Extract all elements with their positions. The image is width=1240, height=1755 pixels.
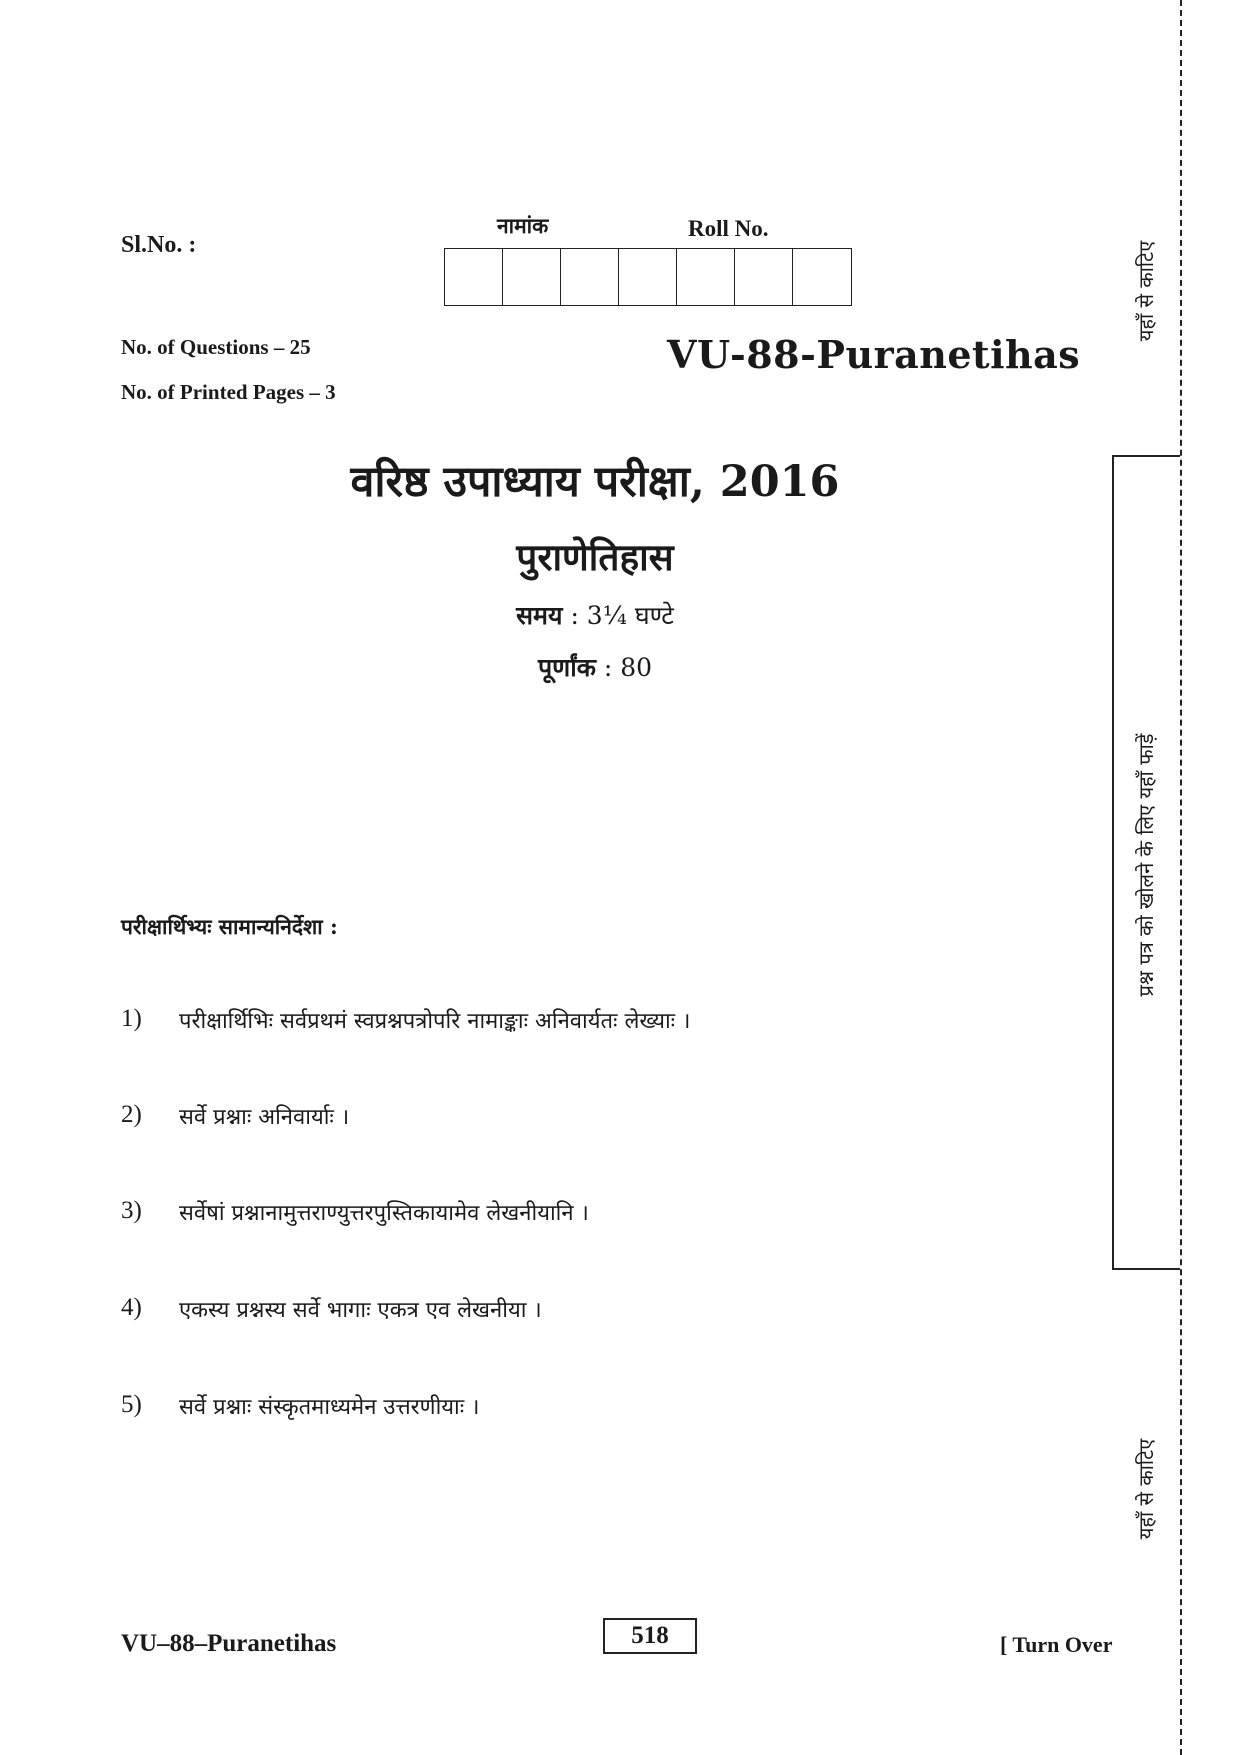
page-number-box: 518 [603, 1618, 697, 1654]
tear-open-instruction: प्रश्न पत्र को खोलने के लिए यहाँ फाड़ें [1134, 733, 1158, 997]
instruction-text: एकस्य प्रश्नस्य सर्वे भागाः एकत्र एव लेखनीया । [179, 1298, 542, 1323]
roll-number-boxes [444, 248, 852, 306]
instruction-text: सर्वे प्रश्नाः अनिवार्याः । [179, 1105, 350, 1130]
instruction-number: 5) [121, 1391, 142, 1418]
num-questions: No. of Questions – 25 [121, 335, 311, 359]
time-value: : 3¼ घण्टे [570, 601, 674, 630]
instruction-item [121, 1197, 589, 1227]
instruction-item [121, 1294, 542, 1324]
instruction-item [121, 1005, 690, 1035]
instruction-number: 1) [121, 1005, 142, 1032]
instruction-number: 4) [121, 1294, 142, 1321]
exam-title: वरिष्ठ उपाध्याय परीक्षा, 2016 [350, 457, 840, 507]
roll-digit-box[interactable] [735, 249, 793, 305]
marks-label: पूर्णांक [537, 653, 596, 682]
footer-paper-code: VU–88–Puranetihas [121, 1630, 337, 1657]
cut-here-bottom-label: यहाँ से काटिए [1134, 1438, 1158, 1540]
roll-digit-box[interactable] [793, 249, 851, 305]
instruction-number: 3) [121, 1197, 142, 1224]
time-allowed [200, 598, 990, 632]
marks-value: : 80 [603, 653, 653, 682]
max-marks [200, 650, 990, 684]
instructions-heading: परीक्षार्थिभ्यः सामान्यनिर्देशा : [121, 914, 338, 939]
paper-code: VU-88-Puranetihas [667, 332, 1081, 377]
roll-digit-box[interactable] [503, 249, 561, 305]
roll-digit-box[interactable] [561, 249, 619, 305]
instruction-number: 2) [121, 1101, 142, 1128]
instruction-item [121, 1101, 349, 1131]
instruction-item [121, 1391, 480, 1421]
time-label: समय [516, 601, 563, 630]
sl-no-label: Sl.No. : [121, 232, 197, 258]
roll-digit-box[interactable] [677, 249, 735, 305]
roll-no-label: Roll No. [688, 216, 769, 241]
roll-digit-box[interactable] [445, 249, 503, 305]
cut-here-top-label: यहाँ से काटिए [1134, 240, 1158, 342]
instruction-text: सर्वेषां प्रश्नानामुत्तराण्युत्तरपुस्तिकायामेव लेखनीयानि । [179, 1201, 589, 1226]
instruction-text: सर्वे प्रश्नाः संस्कृतमाध्यमेन उत्तरणीयाः । [179, 1395, 480, 1420]
instruction-text: परीक्षार्थिभिः सर्वप्रथमं स्वप्रश्नपत्रोपरि नामाङ्काः अनिवार्यतः लेख्याः । [179, 1009, 691, 1034]
turn-over-label: [ Turn Over [1000, 1632, 1113, 1657]
cut-line-dashed [1180, 0, 1182, 1755]
roll-digit-box[interactable] [619, 249, 677, 305]
subject-title: पुराणेतिहास [516, 535, 674, 579]
num-printed-pages: No. of Printed Pages – 3 [121, 380, 336, 404]
namank-label: नामांक [497, 213, 549, 238]
